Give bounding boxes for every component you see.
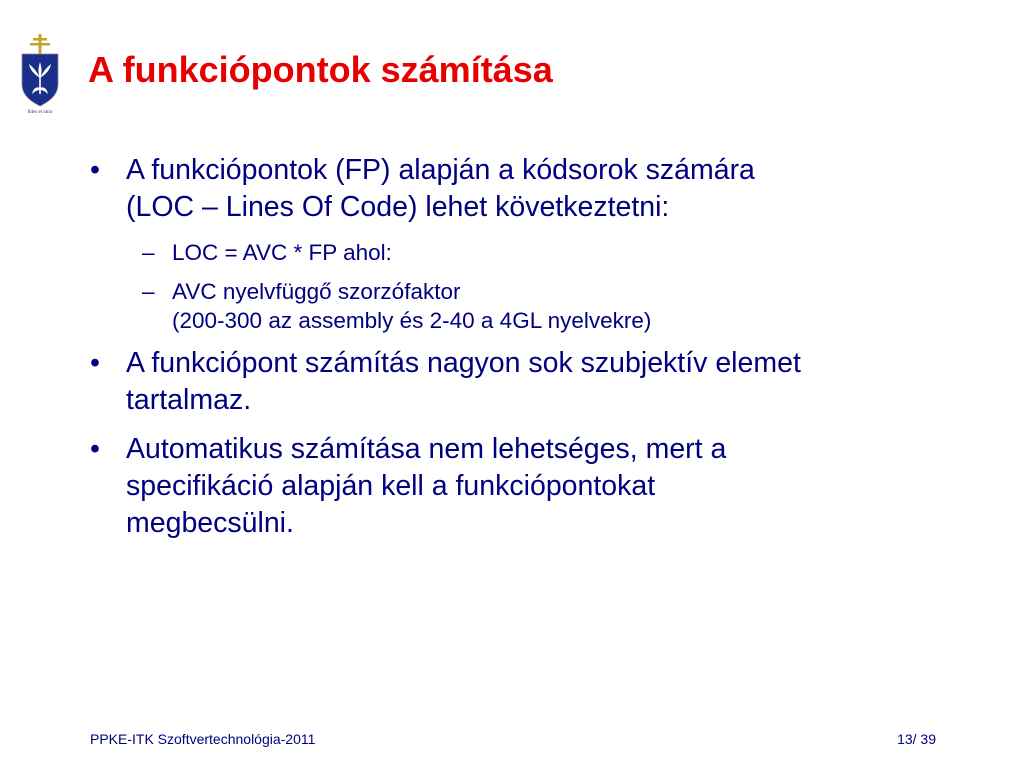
double-cross-icon <box>30 34 50 54</box>
bullet-item <box>90 345 990 419</box>
sub-bullet-text-line: LOC = AVC * FP ahol: <box>172 240 392 265</box>
bullet-text-line: megbecsülni. <box>126 507 294 539</box>
footer-course-label: PPKE-ITK Szoftvertechnológia-2011 <box>90 731 316 747</box>
bullet-icon: • <box>90 154 100 186</box>
sub-bullet-item <box>90 238 990 267</box>
bullet-text-line: (LOC – Lines Of Code) lehet következtetni: <box>126 191 670 223</box>
bullet-item <box>90 152 990 226</box>
bullet-text-line: A funkciópontok (FP) alapján a kódsorok számára <box>126 154 755 186</box>
bullet-text-line: tartalmaz. <box>126 384 252 416</box>
bullet-text-line: Automatikus számítása nem lehetséges, mert a <box>126 433 727 465</box>
sub-bullet-text-line: AVC nyelvfüggő szorzófaktor <box>172 279 461 304</box>
slide-title: A funkciópontok számítása <box>88 49 553 90</box>
logo-motto: fides et ratio <box>27 110 53 114</box>
slide-content <box>90 152 990 554</box>
page-number: 13/ 39 <box>897 731 936 747</box>
bullet-icon: • <box>90 433 100 465</box>
dash-icon: – <box>142 279 155 304</box>
bullet-text-line: A funkciópont számítás nagyon sok szubjektív elemet <box>126 347 801 379</box>
bullet-text-line: specifikáció alapján kell a funkciópontokat <box>126 470 656 502</box>
bullet-icon: • <box>90 347 100 379</box>
bullet-item <box>90 431 990 542</box>
sub-bullet-text-line: (200-300 az assembly és 2-40 a 4GL nyelvekre) <box>172 308 652 333</box>
dash-icon: – <box>142 240 155 265</box>
sub-bullet-item <box>90 277 990 335</box>
university-crest-logo <box>18 34 62 114</box>
